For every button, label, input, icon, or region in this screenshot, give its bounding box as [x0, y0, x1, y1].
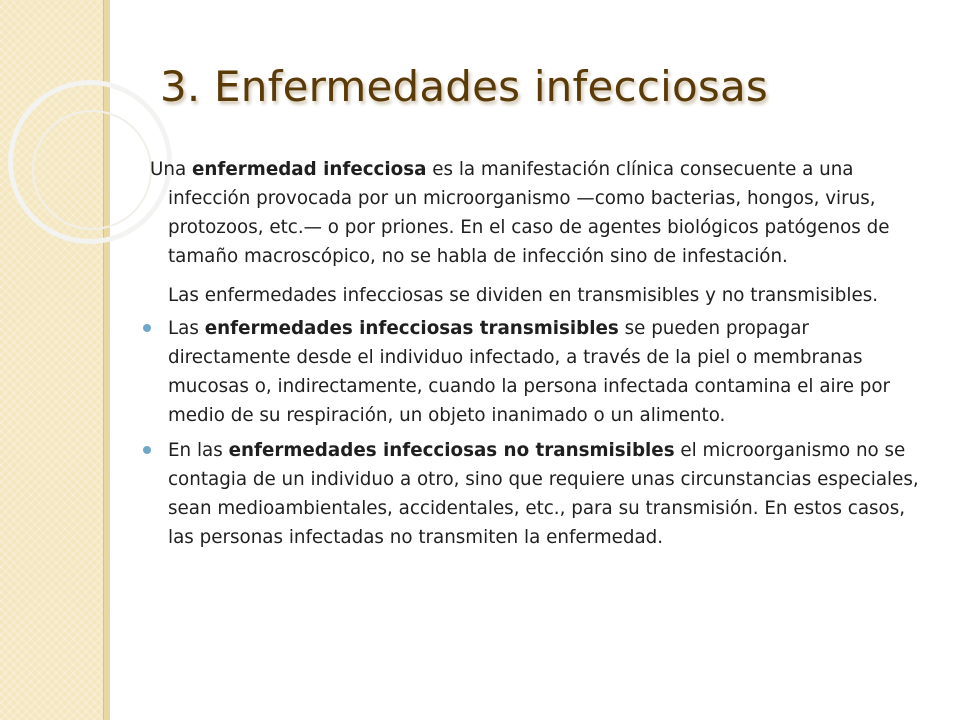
intro-bold-term: enfermedad infecciosa: [191, 159, 427, 180]
list-item: [140, 314, 920, 430]
slide-body: [140, 155, 920, 558]
list-item: [140, 436, 920, 552]
round-bullet-icon: [143, 324, 151, 332]
intro-text-rest: es la manifestación clínica consecuente a una infección provocada por un microorganismo —como bacterias, hongos, virus, protozoos, etc.— o por priones. En el caso de agentes biológicos patógenos de tamaño macroscópico, no se habla de infección sino de infestación.: [168, 159, 890, 267]
round-bullet-icon: [143, 446, 151, 454]
inner-ring-decoration-icon: [32, 110, 152, 230]
bullet-bold-term: enfermedades infecciosas no transmisibles: [228, 440, 675, 461]
bullet-text-start: Las: [168, 318, 205, 339]
intro-text-start: Una: [150, 159, 192, 180]
intro-paragraph: [140, 155, 920, 271]
bullet-bold-term: enfermedades infecciosas transmisibles: [204, 318, 619, 339]
slide-title: 3. Enfermedades infecciosas: [160, 62, 768, 111]
bullet-text-rest: se pueden propagar directamente desde el individuo infectado, a través de la piel o membranas mucosas o, indirectamente, cuando la persona infectada contamina el aire por medio de su respiración, un objeto inanimado o un alimento.: [168, 318, 891, 426]
bullet-text-start: En las: [168, 440, 229, 461]
bullet-text-rest: el microorganismo no se contagia de un individuo a otro, sino que requiere unas circunstancias especiales, sean medioambientales, accidentales, etc., para su transmisión. En estos casos, las personas infectadas no transmiten la enfermedad.: [168, 440, 919, 548]
division-paragraph: Las enfermedades infecciosas se dividen en transmisibles y no transmisibles.: [168, 285, 879, 306]
